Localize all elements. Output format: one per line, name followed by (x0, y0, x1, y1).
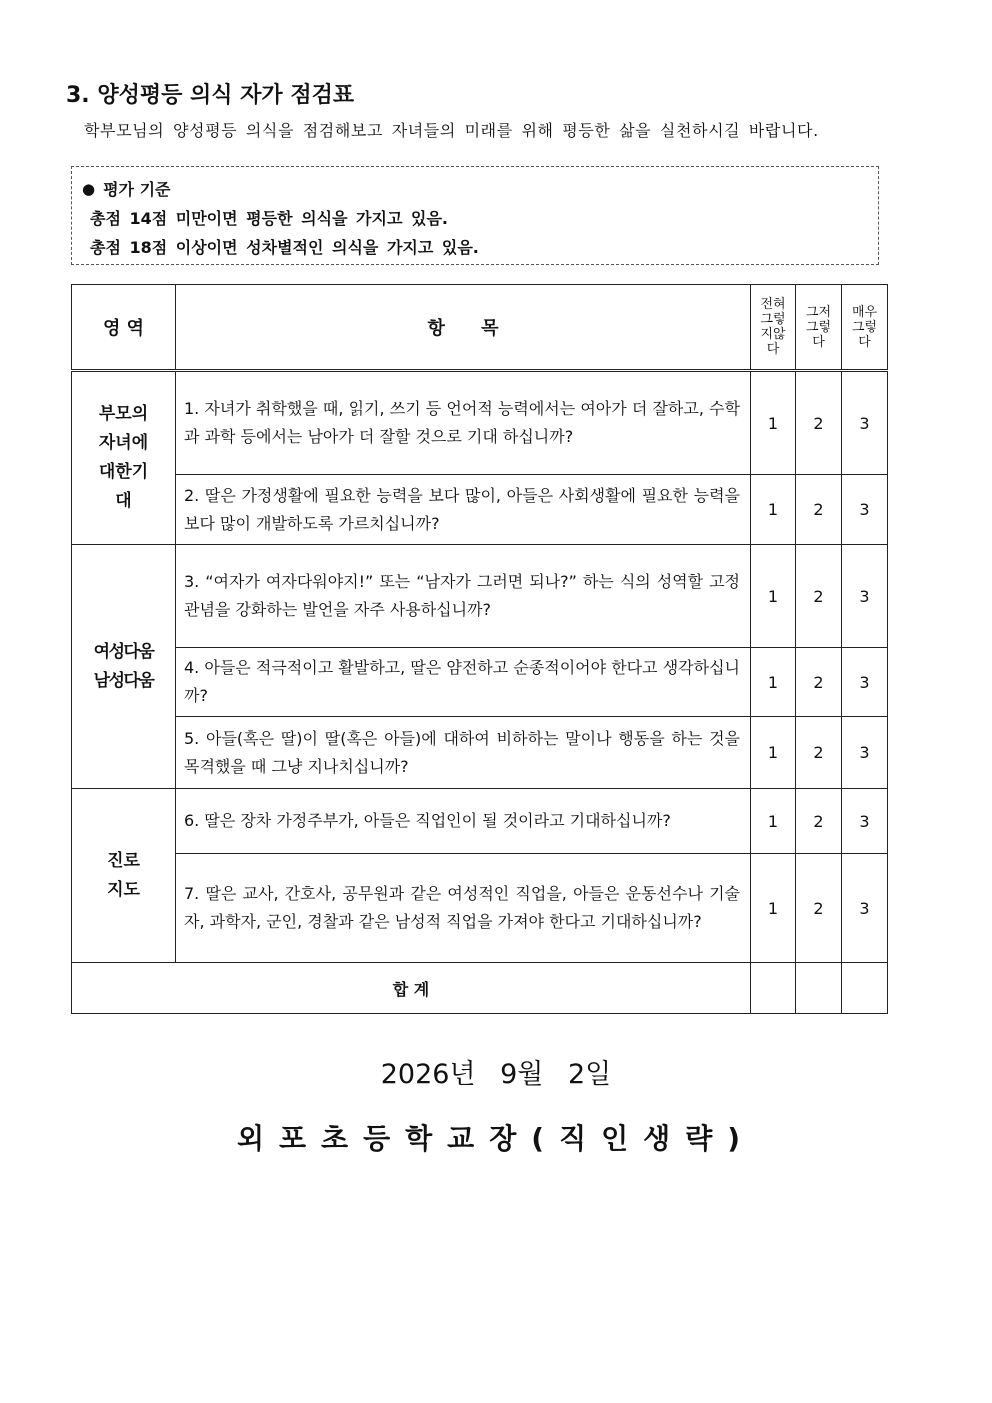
checklist-table (71, 284, 888, 1014)
table-row (72, 854, 888, 963)
question-3: 3. “여자가 여자다워야지!” 또는 “남자가 그러면 되나?” 하는 식의 성역할 고정관념을 강화하는 발언을 자주 사용하십니까? (176, 545, 751, 648)
section-title: 3. 양성평등 의식 자가 점검표 (66, 83, 355, 108)
score-option-3[interactable]: 3 (842, 854, 888, 963)
score-option-3[interactable]: 3 (842, 475, 888, 545)
criteria-heading (82, 175, 878, 204)
score-option-1[interactable]: 1 (751, 789, 796, 854)
score-option-2[interactable]: 2 (796, 854, 842, 963)
bullet-icon: ● (82, 180, 96, 198)
score-option-3[interactable]: 3 (842, 648, 888, 717)
criteria-line: 총점 14점 미만이면 평등한 의식을 가지고 있음. (90, 209, 448, 228)
criteria-box (71, 166, 879, 265)
score-option-3[interactable]: 3 (842, 545, 888, 648)
document-date: 2026년 9월 2일 (380, 1059, 612, 1090)
table-row (72, 545, 888, 648)
criteria-heading-text: 평가 기준 (103, 180, 171, 199)
score-option-3[interactable]: 3 (842, 717, 888, 789)
score-option-2[interactable]: 2 (796, 648, 842, 717)
area-femininity-masculinity (72, 545, 176, 789)
table-row (72, 371, 888, 475)
intro-text: 학부모님의 양성평등 의식을 점검해보고 자녀들의 미래를 위해 평등한 삶을 실천하시길 바랍니다. (84, 121, 819, 140)
total-label: 합 계 (72, 963, 751, 1014)
table-row (72, 717, 888, 789)
header-scale-very (842, 285, 888, 371)
table-row (72, 475, 888, 545)
score-option-2[interactable]: 2 (796, 717, 842, 789)
question-4: 4. 아들은 적극적이고 활발하고, 딸은 얌전하고 순종적이어야 한다고 생각하십니까? (176, 648, 751, 717)
score-option-2[interactable]: 2 (796, 371, 842, 475)
area-career-guidance (72, 789, 176, 963)
score-option-1[interactable]: 1 (751, 475, 796, 545)
table-row (72, 648, 888, 717)
score-option-1[interactable]: 1 (751, 545, 796, 648)
score-option-2[interactable]: 2 (796, 545, 842, 648)
criteria-line: 총점 18점 이상이면 성차별적인 의식을 가지고 있음. (90, 238, 479, 257)
table-row (72, 789, 888, 854)
table-row-total (72, 963, 888, 1014)
score-option-3[interactable]: 3 (842, 371, 888, 475)
header-scale-never (751, 285, 796, 371)
area-parent-expectation (72, 371, 176, 545)
question-1: 1. 자녀가 취학했을 때, 읽기, 쓰기 등 언어적 능력에서는 여아가 더 잘하고, 수학과 과학 등에서는 남아가 더 잘할 것으로 기대 하십니까? (176, 371, 751, 475)
score-option-3[interactable]: 3 (842, 789, 888, 854)
header-item: 항 목 (176, 285, 751, 371)
question-5: 5. 아들(혹은 딸)이 딸(혹은 아들)에 대하여 비하하는 말이나 행동을 하는 것을 목격했을 때 그냥 지나치십니까? (176, 717, 751, 789)
question-6: 6. 딸은 장차 가정주부가, 아들은 직업인이 될 것이라고 기대하십니까? (176, 789, 751, 854)
header-scale-never-text: 전혀그렇지않다 (760, 297, 786, 357)
area-label: 부모의자녀에대한기대 (98, 404, 149, 511)
score-option-2[interactable]: 2 (796, 475, 842, 545)
total-cell-1[interactable] (751, 963, 796, 1014)
score-option-1[interactable]: 1 (751, 854, 796, 963)
question-7: 7. 딸은 교사, 간호사, 공무원과 같은 여성적인 직업을, 아들은 운동선수나 기술자, 과학자, 군인, 경찰과 같은 남성적 직업을 가져야 한다고 기대하십니까? (176, 854, 751, 963)
score-option-1[interactable]: 1 (751, 717, 796, 789)
area-label: 여성다움남성다움 (93, 641, 154, 691)
score-option-2[interactable]: 2 (796, 789, 842, 854)
score-option-1[interactable]: 1 (751, 648, 796, 717)
header-area: 영 역 (72, 285, 176, 371)
total-cell-3[interactable] (842, 963, 888, 1014)
header-scale-somewhat (796, 285, 842, 371)
question-2: 2. 딸은 가정생활에 필요한 능력을 보다 많이, 아들은 사회생활에 필요한 능력을 보다 많이 개발하도록 가르치십니까? (176, 475, 751, 545)
area-label: 진로지도 (107, 850, 140, 900)
header-scale-very-text: 매우그렇다 (851, 304, 878, 350)
school-signature: 외포초등학교장(직인생략) (236, 1122, 756, 1155)
score-option-1[interactable]: 1 (751, 371, 796, 475)
header-scale-somewhat-text: 그저그렇다 (805, 304, 832, 350)
total-cell-2[interactable] (796, 963, 842, 1014)
